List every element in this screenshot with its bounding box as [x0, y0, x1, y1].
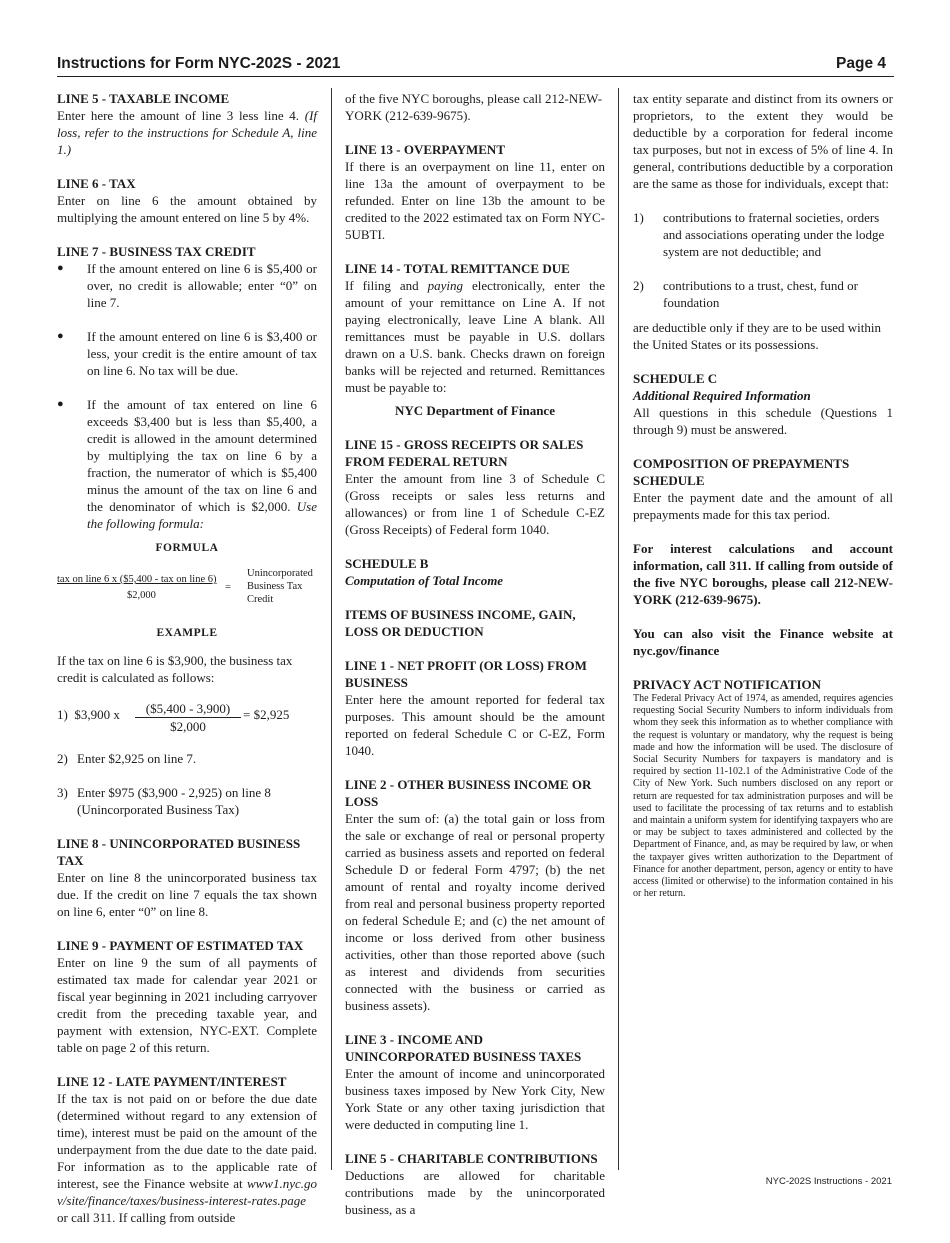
column-divider-2: [618, 88, 619, 1170]
continued-text: tax entity separate and distinct from its owners or proprietors, to the extent they would be deductible by a corporation for federal income tax purposes, but not in excess of 5% of line 4. In general, contributions deductible by a corporation are the same as those for individuals, except that:: [633, 91, 893, 191]
formula-numerator: tax on line 6 x ($5,400 - tax on line 6): [57, 574, 217, 585]
interest-rates-link[interactable]: www1.nyc.gov/site/finance/taxes/business-interest-rates.page: [57, 1176, 317, 1208]
list-item: 3) Enter $975 ($3,900 - 2,925) on line 8 (Unincorporated Business Tax): [57, 785, 271, 817]
schedule-c-heading: SCHEDULE C: [633, 371, 718, 386]
line2-heading: LINE 2 - OTHER BUSINESS INCOME OR LOSS: [345, 777, 592, 809]
column-2: [345, 90, 605, 1235]
line9-section: [57, 937, 317, 1056]
line6-text: Enter on line 6 the amount obtained by multiplying the amount entered on line 5 by 4%.: [57, 193, 317, 225]
example-steps: [57, 750, 317, 818]
formula-equals: =: [225, 582, 231, 593]
formula-denominator: $2,000: [127, 590, 156, 601]
line8-text: Enter on line 8 the unincorporated business tax due. If the credit on line 7 equals the tax shown on line 6, enter “0” on line 8.: [57, 870, 317, 919]
column-divider-1: [331, 88, 332, 1170]
formula-title: FORMULA: [155, 542, 219, 554]
privacy-heading: PRIVACY ACT NOTIFICATION: [633, 677, 822, 692]
example-title: EXAMPLE: [156, 627, 218, 639]
list-item: ● If the amount of tax entered on line 6 exceeds $3,400 but is less than $5,400, a credit is allowed in the amount determined by multiplying the tax on line 6 by a fraction, the numerator of which is $5,400 minus the amount of the tax on line 6 and the denominator of which is $2,000. Use the following formula:: [57, 396, 317, 532]
formula-result: Unincorporated Business Tax Credit: [247, 568, 313, 605]
line5-note: (If loss, refer to the instructions for Schedule A, line 1.): [57, 108, 318, 157]
line12-text: If the tax is not paid on or before the due date (determined without regard to any extension of time), interest must be paid on the amount of the underpayment from the due date to the date paid. For information as to the applicable rate of interest, see the Finance website at: [57, 1091, 317, 1191]
line5c-section: [345, 1150, 605, 1218]
after-list-text: are deductible only if they are to be used within the United States or its possessions.: [633, 320, 882, 352]
line3-section: [345, 1031, 605, 1133]
line8-section: [57, 835, 317, 920]
formula-note: Use the following formula:: [87, 499, 318, 531]
line2-text: Enter the sum of: (a) the total gain or loss from the sale or exchange of real or personal property carried as business assets and reported on federal Schedule D or federal Form 4797; (b) the net amount of rental and royalty income derived from real and personal business property reported on federal Schedule E; and (c) the net amount of income or loss derived from other business activities, other than those reported above (such as interest and dividends from securities connected with the business or carried as business assets).: [345, 811, 605, 1013]
document-title: Instructions for Form NYC-202S - 2021: [57, 55, 341, 72]
line13-section: [345, 141, 605, 243]
contribution-exceptions: [633, 209, 893, 311]
line15-heading: LINE 15 - GROSS RECEIPTS OR SALES FROM FEDERAL RETURN: [345, 437, 584, 469]
composition-text: Enter the payment date and the amount of all prepayments made for this tax period.: [633, 490, 893, 522]
line15-text: Enter the amount from line 3 of Schedule C (Gross receipts or sales less returns and allowances) or from line 1 of Schedule C-EZ (Gross Receipts) of Federal form 1040.: [345, 471, 605, 537]
interest-info: For interest calculations and account information, call 311. If calling from outside of the five NYC boroughs, please call 212-NEW-YORK (212-639-9675).: [633, 541, 893, 607]
line6-heading: LINE 6 - TAX: [57, 176, 136, 191]
composition-section: [633, 455, 893, 523]
continued-text: of the five NYC boroughs, please call 212-NEW-YORK (212-639-9675).: [345, 91, 603, 123]
line5-section: [57, 90, 317, 158]
line15-section: [345, 436, 605, 538]
schedule-c-section: [633, 370, 893, 438]
list-item: 2) contributions to a trust, chest, fund or foundation: [633, 278, 858, 310]
line5-heading: LINE 5 - TAXABLE INCOME: [57, 91, 230, 106]
payee: NYC Department of Finance: [395, 403, 555, 418]
line9-text: Enter on line 9 the sum of all payments of estimated tax made for calendar year 2021 or fiscal year beginning in 2021 including carryover credit from the preceding taxable year, and payment with extension, NYC-EXT. Complete table on page 2 of this return.: [57, 955, 317, 1055]
formula: [57, 567, 317, 617]
line13-text: If there is an overpayment on line 11, enter on line 13a the amount of overpayment to be refunded. Enter on line 13b the amount to be credited to the 2022 estimated tax on Form NYC-5UBTI.: [345, 159, 605, 242]
line8-heading: LINE 8 - UNINCORPORATED BUSINESS TAX: [57, 836, 301, 868]
line9-heading: LINE 9 - PAYMENT OF ESTIMATED TAX: [57, 938, 304, 953]
composition-heading: COMPOSITION OF PREPAYMENTS SCHEDULE: [633, 456, 850, 488]
page-number: Page 4: [836, 55, 886, 72]
line5-text: Enter here the amount of line 3 less line 4.: [57, 108, 300, 123]
line12-section: LINE 12 - LATE PAYMENT/INTEREST If the tax is not paid on or before the due date (determined without regard to any extension of time), interest must be paid on the amount of the underpayment from the due date to the date paid. For information as to the applicable rate of interest, see the Finance website at www1.nyc.gov/site/finance/taxes/business-interest-rates.page or call 311. If calling from outside: [57, 1074, 317, 1225]
schedule-b-subtitle: Computation of Total Income: [345, 573, 504, 588]
line6-section: [57, 175, 317, 226]
items-section: [345, 606, 605, 640]
page-header: [57, 54, 894, 77]
line13-heading: LINE 13 - OVERPAYMENT: [345, 142, 505, 157]
list-item: 1) contributions to fraternal societies, orders and associations operating under the lodge system are not deductible; and: [633, 210, 885, 259]
page-footer: NYC-202S Instructions - 2021: [765, 1176, 892, 1187]
line12-heading: LINE 12 - LATE PAYMENT/INTEREST: [57, 1074, 287, 1089]
privacy-section: [633, 676, 893, 900]
privacy-text: The Federal Privacy Act of 1974, as amended, requires agencies requesting Social Security Numbers to inform individuals from whom they seek this information as to whether compliance with the request is voluntary or mandatory, why the request is being made and how the information will be used. The disclosure of Social Security Numbers for taxpayers is mandatory and is required by section 11-102.1 of the Administrative Code of the City of New York. Such numbers disclosed on any report or return are requested for tax administration purposes and will be used to facilitate the processing of tax returns and to establish and maintain a uniform system for identifying taxpayers who are or may be subject to taxes administered and collected by the Department of Finance, and, as may be required by law, or when the taxpayer gives written authorization to the Department of Finance for another department, person, agency or entity to have access (limited or otherwise) to the information contained in his or her return.: [633, 693, 893, 900]
line5c-heading: LINE 5 - CHARITABLE CONTRIBUTIONS: [345, 1151, 598, 1166]
column-1: [57, 90, 317, 1243]
example-intro: If the tax on line 6 is $3,900, the business tax credit is calculated as follows:: [57, 653, 293, 685]
example-step-1: 1) $3,900 x $\frac{(\$5,400 - 3,900)}{\$2,000}$ = $2,925: [57, 701, 290, 734]
line7-bullets: [57, 260, 317, 532]
schedule-b-section: [345, 555, 605, 589]
line5c-text: Deductions are allowed for charitable contributions made by the unincorporated business, as a: [345, 1168, 605, 1217]
items-heading: ITEMS OF BUSINESS INCOME, GAIN, LOSS OR DEDUCTION: [345, 607, 576, 639]
list-item: 2) Enter $2,925 on line 7.: [57, 751, 197, 766]
line3-heading: LINE 3 - INCOME AND UNINCORPORATED BUSINESS TAXES: [345, 1032, 582, 1064]
line7-heading: LINE 7 - BUSINESS TAX CREDIT: [57, 244, 256, 259]
line14-section: LINE 14 - TOTAL REMITTANCE DUE If filing and paying electronically, enter the amount of your remittance on Line A. If not paying electronically, leave Line A blank. All remittances must be payable in U.S. dollars drawn on a U.S. bank. Checks drawn on foreign banks will be rejected and returned. Remittances must be payable to: NYC Department of Finance: [345, 261, 605, 418]
line1-text: Enter here the amount reported for federal tax purposes. This amount should be the amount reported on federal Schedule C or C-EZ, Form 1040.: [345, 692, 605, 758]
line3-text: Enter the amount of income and unincorporated business taxes imposed by New York City, New York State or any other taxing jurisdiction that were deducted in computing line 1.: [345, 1066, 605, 1132]
website-info: You can also visit the Finance website at nyc.gov/finance: [633, 626, 893, 658]
list-item: ● If the amount entered on line 6 is $5,400 or over, no credit is allowable; enter “0” on line 7.: [57, 260, 317, 311]
column-3: [633, 90, 893, 917]
schedule-c-subtitle: Additional Required Information: [633, 388, 811, 403]
schedule-c-text: All questions in this schedule (Questions 1 through 9) must be answered.: [633, 405, 893, 437]
line14-heading: LINE 14 - TOTAL REMITTANCE DUE: [345, 261, 570, 276]
line7-section: [57, 243, 317, 818]
line1-heading: LINE 1 - NET PROFIT (OR LOSS) FROM BUSINESS: [345, 658, 587, 690]
line1-section: [345, 657, 605, 759]
list-item: ● If the amount entered on line 6 is $3,400 or less, your credit is the entire amount of tax on line 6. No tax will be due.: [57, 328, 317, 379]
schedule-b-heading: SCHEDULE B: [345, 556, 429, 571]
line2-section: [345, 776, 605, 1014]
